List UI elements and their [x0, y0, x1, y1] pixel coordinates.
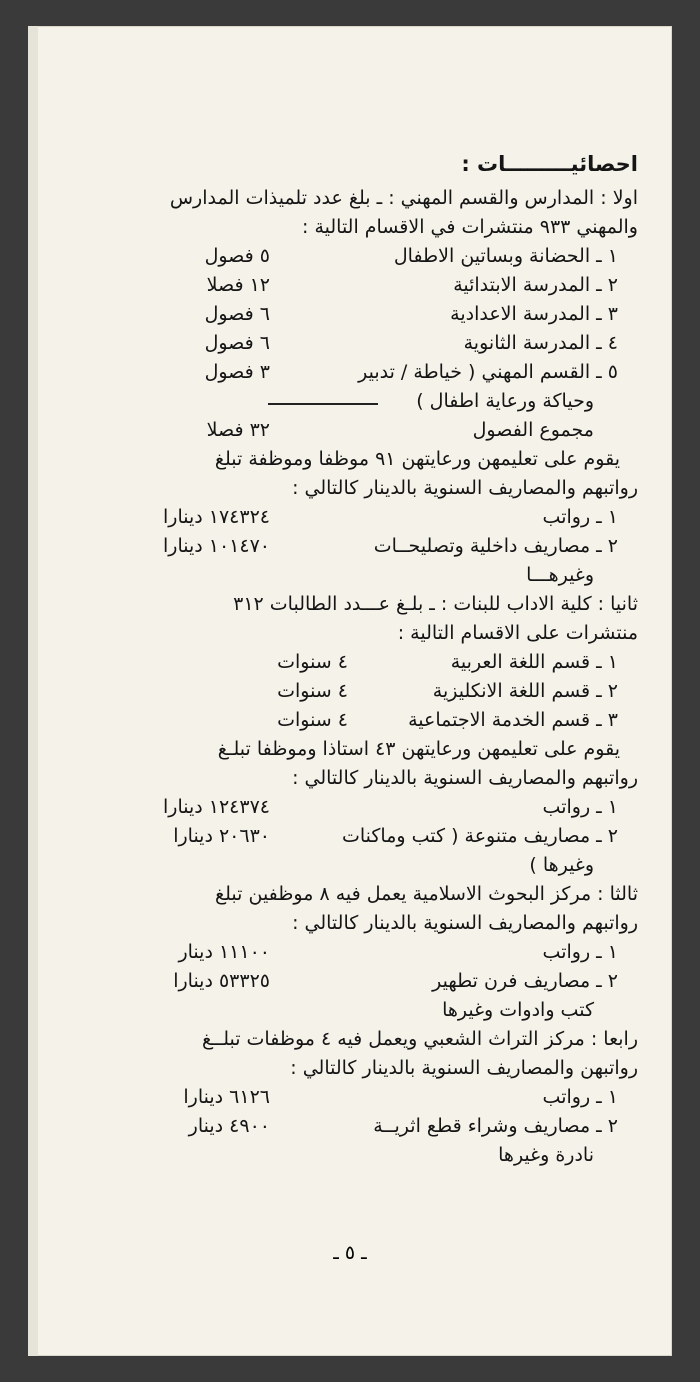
total-separator	[268, 403, 378, 405]
list-item: ٣ ـ قسم الخدمة الاجتماعية ٤ سنوات	[277, 709, 618, 731]
page-number: ـ ٥ ـ	[333, 1242, 367, 1264]
list-item-cont: وحياكة ورعاية اطفال )	[58, 387, 638, 416]
list-item: ٥ ـ القسم المهني ( خياطة / تدبير ٣ فصول	[204, 361, 618, 383]
cost-row: ٢ ـ مصاريف وشراء قطع اثريــة ٤٩٠٠ دينار	[188, 1115, 618, 1137]
document-content	[58, 144, 638, 1170]
section-4-heading: رابعا : مركز التراث الشعبي ويعمل فيه ٤ موظفات تبلــغ	[201, 1028, 638, 1050]
list-item: ٢ ـ المدرسة الابتدائية ١٢ فصلا	[206, 274, 618, 296]
section-3-heading: ثالثا : مركز البحوث الاسلامية يعمل فيه ٨ موظفين تبلغ	[215, 883, 638, 905]
list-item: ١ ـ الحضانة وبساتين الاطفال ٥ فصول	[204, 245, 618, 267]
total-row: مجموع الفصول ٣٢ فصلا	[206, 419, 594, 441]
cost-row-cont: وغيرهـــا	[526, 564, 594, 586]
cost-row: ١ ـ رواتب ٦١٢٦ دينارا	[183, 1086, 618, 1108]
section-4-heading-cont: رواتبهن والمصاريف السنوية بالدينار كالتالي :	[290, 1057, 638, 1079]
section-1-staff-cont: رواتبهم والمصاريف السنوية بالدينار كالتالي :	[292, 477, 638, 499]
cost-row: ٢ ـ مصاريف متنوعة ( كتب وماكنات ٢٠٦٣٠ دينارا	[173, 825, 618, 847]
section-2-heading: ثانيا : كلية الاداب للبنات : ـ بلـغ عـــدد الطالبات ٣١٢	[233, 593, 638, 615]
cost-row: ١ ـ رواتب ١١١٠٠ دينار	[178, 941, 618, 963]
cost-row-cont: نادرة وغيرها	[498, 1144, 594, 1166]
section-2-heading-cont: منتشرات على الاقسام التالية :	[397, 622, 638, 644]
cost-row: ١ ـ رواتب ١٢٤٣٧٤ دينارا	[163, 796, 618, 818]
section-1-staff: يقوم على تعليمهن ورعايتهن ٩١ موظفا وموظفة تبلغ	[214, 448, 620, 470]
list-item: ٣ ـ المدرسة الاعدادية ٦ فصول	[204, 303, 618, 325]
cost-row-cont: وغيرها )	[529, 854, 594, 876]
list-item: ٤ ـ المدرسة الثانوية ٦ فصول	[204, 332, 618, 354]
page-title: احصائيـــــــــات :	[461, 152, 638, 176]
cost-row-cont: كتب وادوات وغيرها	[442, 999, 594, 1021]
document-page	[28, 26, 672, 1356]
cost-row: ١ ـ رواتب ١٧٤٣٢٤ دينارا	[163, 506, 618, 528]
cost-row: ٢ ـ مصاريف داخلية وتصليحــات ١٠١٤٧٠ دينارا	[163, 535, 618, 557]
section-1-heading: اولا : المدارس والقسم المهني : ـ بلغ عدد تلميذات المدارس	[169, 187, 638, 209]
section-1-heading-cont: والمهني ٩٣٣ منتشرات في الاقسام التالية :	[302, 216, 638, 238]
section-2-staff: يقوم على تعليمهن ورعايتهن ٤٣ استاذا وموظفا تبلـغ	[217, 738, 620, 760]
cost-row: ٢ ـ مصاريف فرن تطهير ٥٣٣٢٥ دينارا	[173, 970, 618, 992]
section-3-heading-cont: رواتبهم والمصاريف السنوية بالدينار كالتالي :	[292, 912, 638, 934]
list-item: ٢ ـ قسم اللغة الانكليزية ٤ سنوات	[277, 680, 618, 702]
list-item: ١ ـ قسم اللغة العربية ٤ سنوات	[277, 651, 618, 673]
section-2-staff-cont: رواتبهم والمصاريف السنوية بالدينار كالتالي :	[292, 767, 638, 789]
